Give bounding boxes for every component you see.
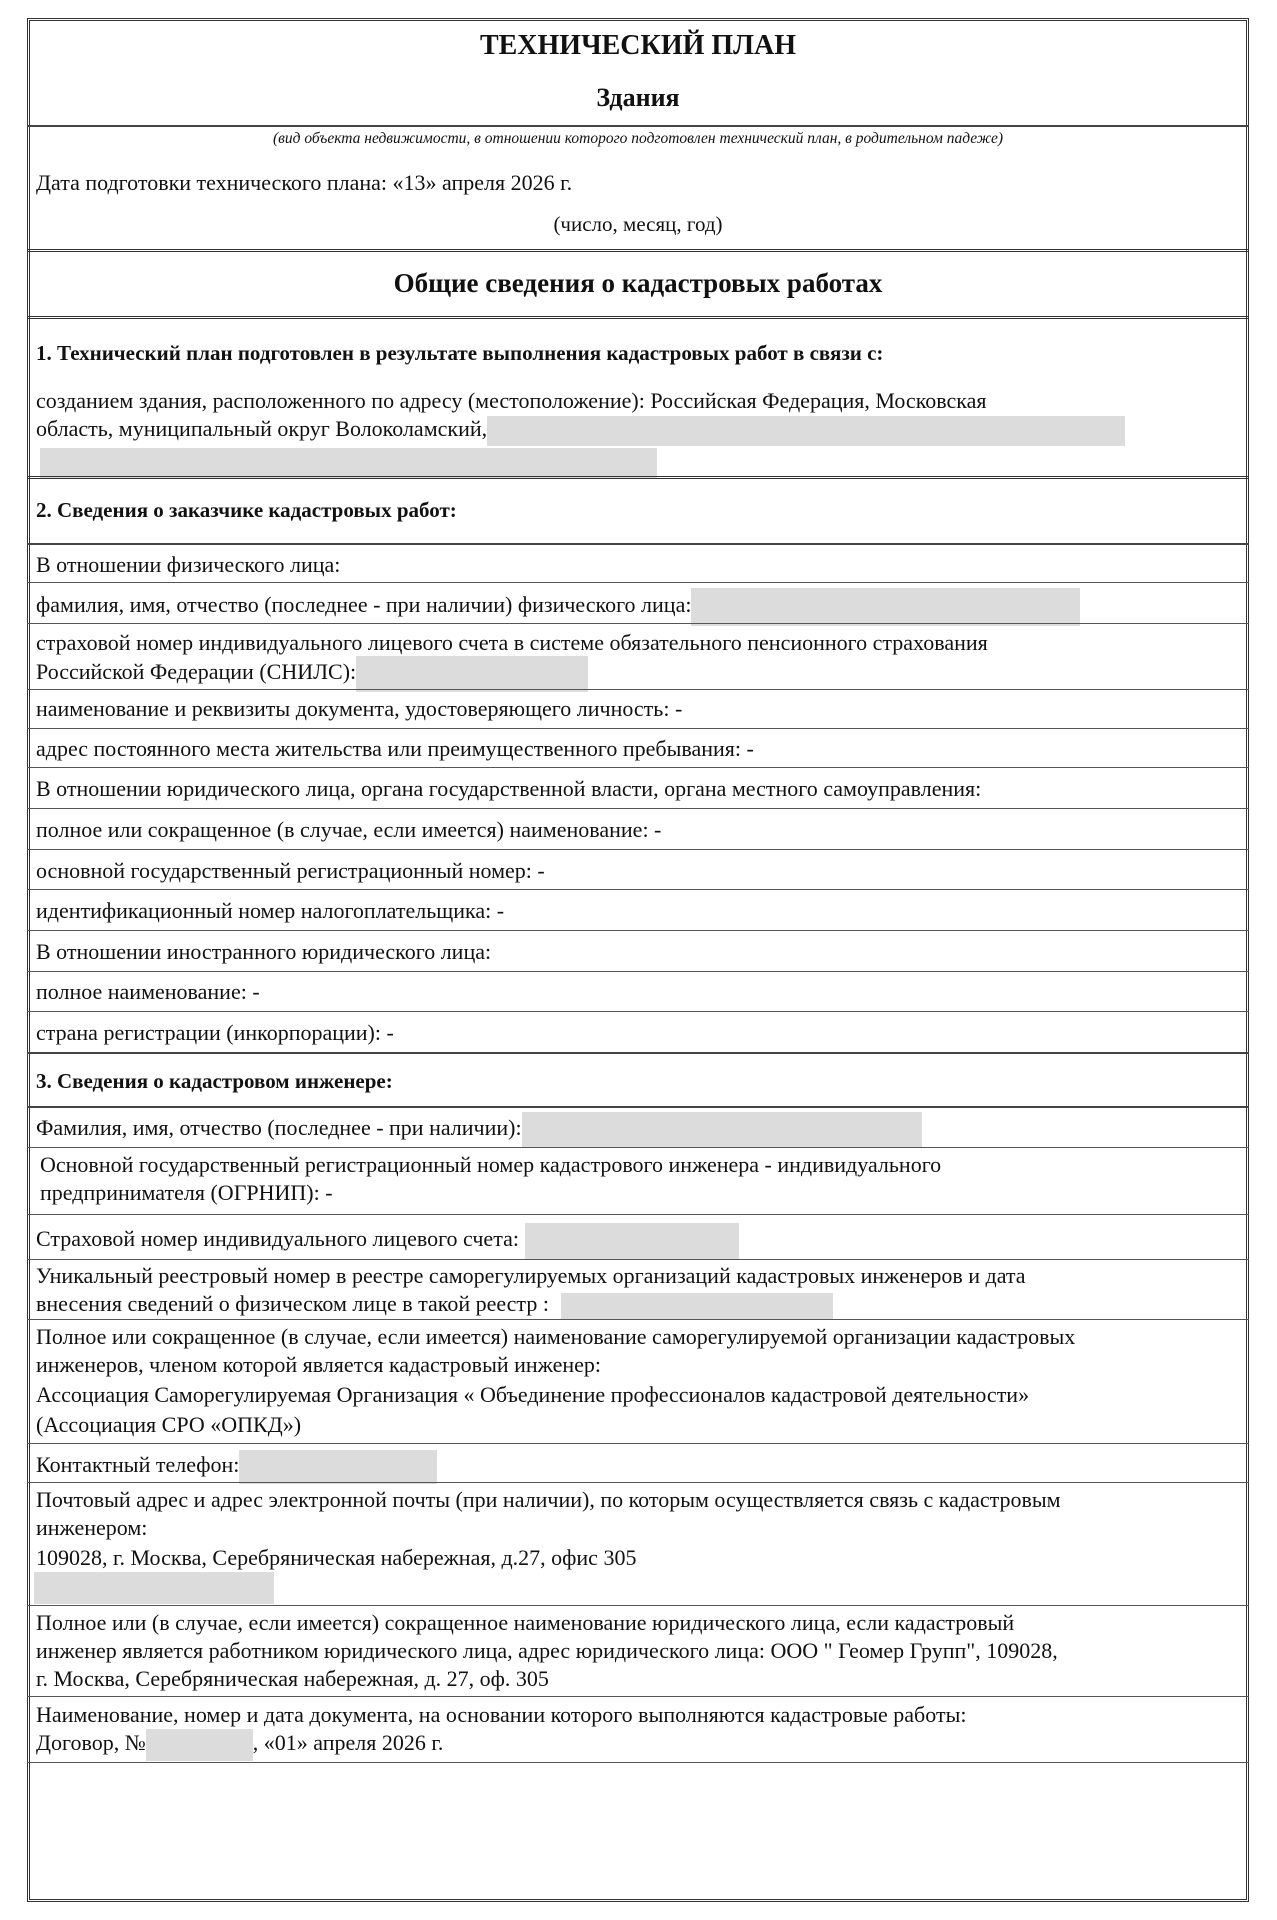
divider [27,971,1249,972]
engineer-ogrnip-line2: предпринимателя (ОГРНИП): - [40,1180,333,1205]
customer-fio: фамилия, имя, отчество (последнее - при наличии) физического лица: [36,588,1241,626]
divider [27,1259,1249,1260]
engineer-mail-line1: Почтовый адрес и адрес электронной почты (при наличии), по которым осуществляется связь с кадастровым [36,1487,1061,1512]
customer-ogrn: основной государственный регистрационный номер: - [36,858,545,883]
divider [27,728,1249,729]
redacted-block [40,448,657,478]
s1-address-line1: созданием здания, расположенного по адресу (местоположение): Российская Федерация, Московская [36,388,987,413]
customer-foreign-full-name: полное наименование: - [36,979,260,1004]
section-3-heading: 3. Сведения о кадастровом инженере: [36,1069,393,1093]
engineer-organization-line1: Полное или (в случае, если имеется) сокращенное наименование юридического лица, если кадастровый [36,1610,1015,1635]
section-1-heading: 1. Технический план подготовлен в результате выполнения кадастровых работ в связи с: [36,341,884,365]
engineer-sro-line4: (Ассоциация СРО «ОПКД») [36,1412,302,1437]
engineer-registry-line2: внесения сведений о физическом лице в такой реестр : [36,1289,1241,1319]
customer-legal-entity-label: В отношении юридического лица, органа государственной власти, органа местного самоуправления: [36,776,982,801]
contract-basis-line1: Наименование, номер и дата документа, на основании которого выполняются кадастровые работы: [36,1702,967,1727]
object-type-note: (вид объекта недвижимости, в отношении которого подготовлен технический план, в родительном падеже) [272,130,1004,147]
divider [27,543,1249,545]
customer-snils-line1: страховой номер индивидуального лицевого счета в системе обязательного пенсионного страхования [36,630,988,655]
redacted-block [525,1223,739,1259]
engineer-organization-line3: г. Москва, Серебряническая набережная, д. 27, оф. 305 [36,1666,549,1691]
divider [27,582,1249,583]
redacted-block [146,1729,253,1761]
divider [27,1319,1249,1320]
engineer-sro-line1: Полное или сокращенное (в случае, если имеется) наименование саморегулируемой организации кадастровых [36,1324,1076,1349]
divider [27,316,1249,319]
divider [27,689,1249,690]
engineer-organization-line2: инженер является работником юридического лица, адрес юридического лица: ООО " Геомер Групп", 109028, [36,1638,1058,1663]
customer-snils-line2: Российской Федерации (СНИЛС): [36,656,1241,692]
customer-inn: идентификационный номер налогоплательщика: - [36,898,505,923]
redacted-block [691,588,1080,626]
engineer-mail-line3: 109028, г. Москва, Серебряническая набережная, д.27, офис 305 [36,1545,637,1570]
divider [27,125,1249,127]
engineer-registry-line1: Уникальный реестровый номер в реестре саморегулируемых организаций кадастровых инженеров и дата [36,1263,1026,1288]
redacted-block [356,656,588,692]
divider [27,808,1249,809]
divider [27,1106,1249,1108]
divider [27,249,1249,252]
divider [27,767,1249,768]
divider [27,849,1249,850]
divider [27,1214,1249,1215]
preparation-date: Дата подготовки технического плана: «13» апреля 2026 г. [36,170,573,195]
s1-address-line2: область, муниципальный округ Волоколамский, [36,414,1241,446]
divider [27,1052,1249,1054]
divider [27,1011,1249,1012]
document-title: ТЕХНИЧЕСКИЙ ПЛАН [479,30,797,61]
customer-legal-name: полное или сокращенное (в случае, если имеется) наименование: - [36,817,662,842]
divider [27,1482,1249,1483]
redacted-block [561,1293,833,1319]
engineer-ogrnip-line1: Основной государственный регистрационный номер кадастрового инженера - индивидуального [40,1152,942,1177]
divider [27,1605,1249,1606]
customer-residence-address: адрес постоянного места жительства или преимущественного пребывания: - [36,736,754,761]
engineer-snils: Страховой номер индивидуального лицевого счета: [36,1223,1241,1259]
contract-basis-line2: Договор, № , «01» апреля 2026 г. [36,1728,1241,1761]
redacted-block [239,1450,437,1484]
divider [27,930,1249,931]
customer-country: страна регистрации (инкорпорации): - [36,1020,394,1045]
divider [27,1443,1249,1444]
customer-foreign-label: В отношении иностранного юридического лица: [36,939,492,964]
engineer-sro-line3: Ассоциация Саморегулируемая Организация « Объединение профессионалов кадастровой деятельности» [36,1382,1030,1407]
divider [27,1147,1249,1148]
section-title: Общие сведения о кадастровых работах [393,268,883,298]
divider [27,1762,1249,1763]
customer-individual-label: В отношении физического лица: [36,552,341,577]
customer-id-document: наименование и реквизиты документа, удостоверяющего личность: - [36,696,683,721]
divider [27,476,1249,479]
engineer-mail-line2: инженером: [36,1515,148,1540]
redacted-block [522,1112,922,1148]
engineer-sro-line2: инженеров, членом которой является кадастровый инженер: [36,1352,601,1377]
divider [27,889,1249,890]
engineer-phone: Контактный телефон: [36,1450,1241,1484]
engineer-fio: Фамилия, имя, отчество (последнее - при наличии): [36,1112,1241,1148]
document-subtitle: Здания [596,83,680,112]
section-2-heading: 2. Сведения о заказчике кадастровых работ: [36,498,457,522]
redacted-block [487,416,1125,446]
date-format-note: (число, месяц, год) [553,212,723,236]
divider [27,1696,1249,1697]
redacted-block [34,1572,274,1604]
divider [27,623,1249,624]
